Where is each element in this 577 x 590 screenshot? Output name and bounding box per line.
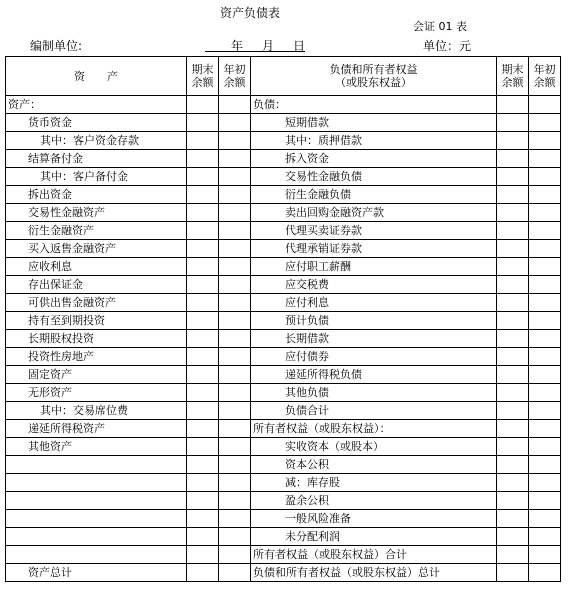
table-row [6, 258, 561, 276]
liability-end-balance-cell [497, 330, 529, 348]
table-row [6, 366, 561, 384]
table-row [6, 546, 561, 564]
table-row [6, 384, 561, 402]
asset-begin-balance-cell [219, 510, 251, 528]
asset-end-balance-cell [187, 276, 219, 294]
asset-begin-balance-cell [219, 402, 251, 420]
liability-begin-balance-cell [529, 186, 561, 204]
asset-begin-balance-cell [219, 492, 251, 510]
liability-end-balance-cell [497, 366, 529, 384]
liability-item: 盈余公积 [251, 492, 497, 510]
liability-item: 应付债券 [251, 348, 497, 366]
col-header-assets-end: 期末 余额 [187, 57, 219, 96]
liability-item: 资本公积 [251, 456, 497, 474]
asset-item: 应收利息 [6, 258, 187, 276]
col-header-liab-end: 期末 余额 [497, 57, 529, 96]
asset-item: 存出保证金 [6, 276, 187, 294]
asset-begin-balance-cell [219, 276, 251, 294]
liability-end-balance-cell [497, 402, 529, 420]
asset-end-balance-cell [187, 258, 219, 276]
asset-end-balance-cell [187, 564, 219, 582]
asset-item: 其中：交易席位费 [6, 402, 187, 420]
asset-item: 可供出售金融资产 [6, 294, 187, 312]
balance-sheet-table [5, 56, 561, 582]
liability-end-balance-cell [497, 132, 529, 150]
table-row [6, 150, 561, 168]
asset-end-balance-cell [187, 312, 219, 330]
liability-end-balance-cell [497, 114, 529, 132]
asset-item [6, 456, 187, 474]
table-row [6, 186, 561, 204]
liability-begin-balance-cell [529, 330, 561, 348]
asset-end-balance-cell [187, 150, 219, 168]
liability-end-balance-cell [497, 546, 529, 564]
asset-end-balance-cell [187, 348, 219, 366]
col-header-assets-begin: 年初 余额 [219, 57, 251, 96]
asset-item: 无形资产 [6, 384, 187, 402]
form-code: 会证 01 表 [413, 20, 467, 33]
asset-begin-balance-cell [219, 312, 251, 330]
liability-end-balance-cell [497, 510, 529, 528]
asset-end-balance-cell [187, 546, 219, 564]
asset-item: 资产总计 [6, 564, 187, 582]
asset-end-balance-cell [187, 510, 219, 528]
asset-item: 固定资产 [6, 366, 187, 384]
liability-begin-balance-cell [529, 510, 561, 528]
asset-end-balance-cell [187, 438, 219, 456]
liability-begin-balance-cell [529, 204, 561, 222]
table-row [6, 204, 561, 222]
liability-begin-balance-cell [529, 96, 561, 114]
asset-item: 其中：客户资金存款 [6, 132, 187, 150]
liability-begin-balance-cell [529, 528, 561, 546]
liability-end-balance-cell [497, 204, 529, 222]
liability-item: 应付职工薪酬 [251, 258, 497, 276]
asset-begin-balance-cell [219, 204, 251, 222]
asset-end-balance-cell [187, 114, 219, 132]
asset-begin-balance-cell [219, 420, 251, 438]
liability-begin-balance-cell [529, 312, 561, 330]
liability-item: 衍生金融负债 [251, 186, 497, 204]
liability-item: 减：库存股 [251, 474, 497, 492]
asset-item: 递延所得税资产 [6, 420, 187, 438]
asset-end-balance-cell [187, 474, 219, 492]
asset-item: 长期股权投资 [6, 330, 187, 348]
asset-item [6, 510, 187, 528]
liability-end-balance-cell [497, 96, 529, 114]
liability-end-balance-cell [497, 384, 529, 402]
asset-begin-balance-cell [219, 384, 251, 402]
liability-end-balance-cell [497, 474, 529, 492]
liability-begin-balance-cell [529, 240, 561, 258]
table-row [6, 402, 561, 420]
liability-item: 负债和所有者权益（或股东权益）总计 [251, 564, 497, 582]
liability-begin-balance-cell [529, 168, 561, 186]
asset-item: 其他资产 [6, 438, 187, 456]
table-row [6, 492, 561, 510]
asset-end-balance-cell [187, 96, 219, 114]
page-title: 资产负债表 [219, 6, 280, 20]
liability-begin-balance-cell [529, 438, 561, 456]
table-row [6, 276, 561, 294]
asset-begin-balance-cell [219, 150, 251, 168]
liability-end-balance-cell [497, 420, 529, 438]
table-row [6, 240, 561, 258]
liability-begin-balance-cell [529, 366, 561, 384]
liability-item: 代理买卖证券款 [251, 222, 497, 240]
liability-item: 其他负债 [251, 384, 497, 402]
asset-item [6, 474, 187, 492]
liability-end-balance-cell [497, 258, 529, 276]
liability-begin-balance-cell [529, 222, 561, 240]
asset-begin-balance-cell [219, 186, 251, 204]
asset-end-balance-cell [187, 222, 219, 240]
table-header-row [6, 57, 561, 96]
asset-item: 交易性金融资产 [6, 204, 187, 222]
liability-item: 代理承销证券款 [251, 240, 497, 258]
liability-item: 实收资本（或股本） [251, 438, 497, 456]
asset-begin-balance-cell [219, 294, 251, 312]
asset-item: 衍生金融资产 [6, 222, 187, 240]
date-year: 年 [231, 39, 244, 53]
liability-end-balance-cell [497, 186, 529, 204]
table-row [6, 222, 561, 240]
asset-begin-balance-cell [219, 222, 251, 240]
liability-begin-balance-cell [529, 402, 561, 420]
table-row [6, 312, 561, 330]
liability-item: 其中：质押借款 [251, 132, 497, 150]
liability-begin-balance-cell [529, 294, 561, 312]
table-row [6, 420, 561, 438]
asset-begin-balance-cell [219, 528, 251, 546]
table-row [6, 510, 561, 528]
liability-begin-balance-cell [529, 564, 561, 582]
date-day: 日 [293, 39, 306, 53]
asset-end-balance-cell [187, 366, 219, 384]
asset-item: 买入返售金融资产 [6, 240, 187, 258]
liability-end-balance-cell [497, 492, 529, 510]
asset-begin-balance-cell [219, 438, 251, 456]
asset-end-balance-cell [187, 492, 219, 510]
liability-end-balance-cell [497, 528, 529, 546]
table-row [6, 168, 561, 186]
asset-item: 结算备付金 [6, 150, 187, 168]
table-row [6, 564, 561, 582]
liability-item: 所有者权益（或股东权益）： [251, 420, 497, 438]
liability-item: 负债： [251, 96, 497, 114]
asset-end-balance-cell [187, 168, 219, 186]
asset-begin-balance-cell [219, 348, 251, 366]
liability-begin-balance-cell [529, 420, 561, 438]
liability-item: 短期借款 [251, 114, 497, 132]
liability-end-balance-cell [497, 276, 529, 294]
table-row [6, 474, 561, 492]
asset-end-balance-cell [187, 186, 219, 204]
asset-begin-balance-cell [219, 330, 251, 348]
col-header-liabilities: 负债和所有者权益 （或股东权益） [251, 57, 497, 96]
asset-end-balance-cell [187, 204, 219, 222]
table-row [6, 96, 561, 114]
asset-item: 拆出资金 [6, 186, 187, 204]
asset-end-balance-cell [187, 384, 219, 402]
date-underline [205, 51, 305, 52]
date-month: 月 [262, 39, 275, 53]
liability-item: 未分配利润 [251, 528, 497, 546]
liability-end-balance-cell [497, 240, 529, 258]
liability-end-balance-cell [497, 348, 529, 366]
liability-item: 递延所得税负债 [251, 366, 497, 384]
liability-begin-balance-cell [529, 132, 561, 150]
liability-begin-balance-cell [529, 456, 561, 474]
asset-begin-balance-cell [219, 132, 251, 150]
table-row [6, 438, 561, 456]
asset-begin-balance-cell [219, 96, 251, 114]
liability-end-balance-cell [497, 438, 529, 456]
liability-end-balance-cell [497, 168, 529, 186]
liability-begin-balance-cell [529, 546, 561, 564]
liability-item: 卖出回购金融资产款 [251, 204, 497, 222]
liability-begin-balance-cell [529, 114, 561, 132]
asset-item: 货币资金 [6, 114, 187, 132]
liability-begin-balance-cell [529, 258, 561, 276]
col-header-assets: 资 产 [6, 57, 187, 96]
liability-item: 应付利息 [251, 294, 497, 312]
asset-end-balance-cell [187, 294, 219, 312]
asset-item: 资产： [6, 96, 187, 114]
asset-begin-balance-cell [219, 240, 251, 258]
asset-end-balance-cell [187, 528, 219, 546]
asset-begin-balance-cell [219, 564, 251, 582]
liability-begin-balance-cell [529, 492, 561, 510]
asset-item [6, 528, 187, 546]
table-row [6, 348, 561, 366]
asset-begin-balance-cell [219, 456, 251, 474]
table-row [6, 528, 561, 546]
liability-begin-balance-cell [529, 276, 561, 294]
liability-begin-balance-cell [529, 348, 561, 366]
asset-end-balance-cell [187, 330, 219, 348]
asset-item: 持有至到期投资 [6, 312, 187, 330]
asset-item: 投资性房地产 [6, 348, 187, 366]
liability-item: 交易性金融负债 [251, 168, 497, 186]
liability-end-balance-cell [497, 150, 529, 168]
table-row [6, 294, 561, 312]
asset-end-balance-cell [187, 240, 219, 258]
currency-unit: 单位：元 [423, 39, 472, 53]
liability-begin-balance-cell [529, 474, 561, 492]
liability-item: 预计负债 [251, 312, 497, 330]
liability-end-balance-cell [497, 456, 529, 474]
asset-end-balance-cell [187, 402, 219, 420]
liability-item: 一般风险准备 [251, 510, 497, 528]
liability-item: 拆入资金 [251, 150, 497, 168]
table-row [6, 456, 561, 474]
asset-item [6, 546, 187, 564]
liability-begin-balance-cell [529, 384, 561, 402]
asset-begin-balance-cell [219, 546, 251, 564]
table-row [6, 114, 561, 132]
asset-item [6, 492, 187, 510]
liability-end-balance-cell [497, 294, 529, 312]
asset-end-balance-cell [187, 420, 219, 438]
liability-item: 负债合计 [251, 402, 497, 420]
asset-begin-balance-cell [219, 114, 251, 132]
asset-item: 其中：客户备付金 [6, 168, 187, 186]
liability-end-balance-cell [497, 222, 529, 240]
asset-end-balance-cell [187, 456, 219, 474]
liability-item: 长期借款 [251, 330, 497, 348]
asset-begin-balance-cell [219, 168, 251, 186]
asset-begin-balance-cell [219, 474, 251, 492]
liability-end-balance-cell [497, 564, 529, 582]
liability-end-balance-cell [497, 312, 529, 330]
liability-item: 所有者权益（或股东权益）合计 [251, 546, 497, 564]
reporting-entity-label: 编制单位: [30, 39, 83, 53]
asset-begin-balance-cell [219, 258, 251, 276]
liability-begin-balance-cell [529, 150, 561, 168]
liability-item: 应交税费 [251, 276, 497, 294]
table-row [6, 330, 561, 348]
table-row [6, 132, 561, 150]
asset-end-balance-cell [187, 132, 219, 150]
col-header-liab-begin: 年初 余额 [529, 57, 561, 96]
asset-begin-balance-cell [219, 366, 251, 384]
